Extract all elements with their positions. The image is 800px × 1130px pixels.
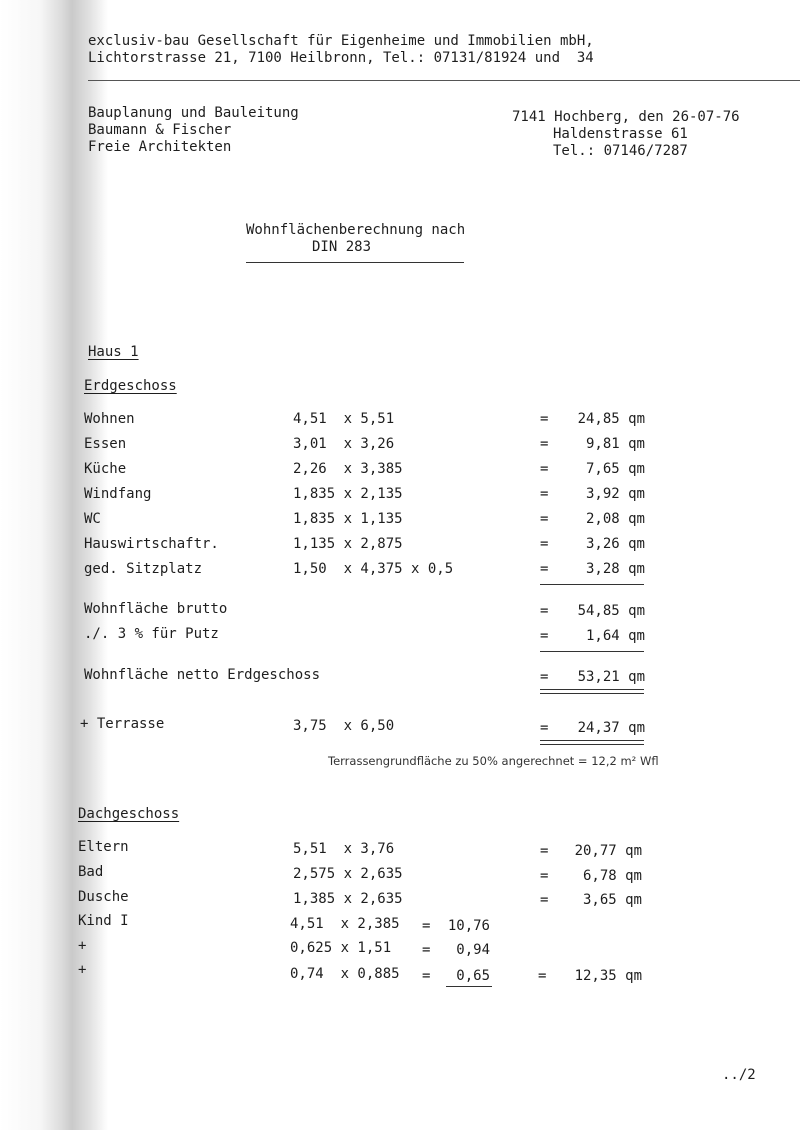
terrace-value: 24,37 qm [577,720,645,736]
room-name: ged. Sitzplatz [84,561,203,577]
room-area: 12,35 qm [574,968,642,984]
room-calc: 4,51 x 5,51 [293,411,395,427]
room-area: 3,65 qm [582,892,642,908]
equals-sign: = [540,603,549,619]
sum-rule [540,651,644,652]
terrace-note: Terrassengrundfläche zu 50% angerechnet = 12,2 m² Wfl [328,754,659,768]
plaster-deduction-value: 1,64 qm [585,628,645,644]
letterhead-rule [88,80,800,81]
room-area: 7,65 qm [585,461,645,477]
room-area: 24,85 qm [577,411,645,427]
room-calc: 2,26 x 3,385 [293,461,403,477]
subtotal-rule [446,986,492,987]
room-calc: 1,835 x 1,135 [293,511,403,527]
room-name: Windfang [84,486,152,502]
room-area: 9,81 qm [585,436,645,452]
double-rule-bottom [540,693,644,694]
room-calc: 0,625 x 1,51 [290,940,392,956]
letterhead-line1: exclusiv-bau Gesellschaft für Eigenheime und Immobilien mbH, [88,33,594,49]
room-name: Dusche [78,889,129,905]
gross-area-label: Wohnfläche brutto [84,601,228,617]
equals-sign: = [540,868,549,884]
page-continuation-marker: ../2 [722,1067,756,1083]
room-name: Eltern [78,839,129,855]
equals-sign: = [538,968,547,984]
equals-sign: = [540,720,549,736]
room-area: 3,92 qm [585,486,645,502]
plus-sign: + [78,938,87,954]
subtotal-value: 0,65 [456,968,490,984]
equals-sign: = [540,669,549,685]
equals-sign: = [540,461,549,477]
room-calc: 5,51 x 3,76 [293,841,395,857]
sender-line2: Baumann & Fischer [88,122,232,138]
title-underline [246,262,464,263]
room-name: Essen [84,436,127,452]
equals-sign: = [540,561,549,577]
street-address: Haldenstrasse 61 [553,126,688,142]
net-area-label: Wohnfläche netto Erdgeschoss [84,667,321,683]
subtotal-value: 10,76 [447,918,490,934]
room-name: Kind I [78,913,129,929]
subtotal-value: 0,94 [456,942,490,958]
room-calc: 0,74 x 0,885 [290,966,400,982]
equals-sign: = [540,628,549,644]
equals-sign: = [422,942,431,958]
room-calc: 2,575 x 2,635 [293,866,403,882]
double-rule-bottom [540,744,644,745]
plaster-deduction-label: ./. 3 % für Putz [84,626,219,642]
equals-sign: = [422,968,431,984]
equals-sign: = [540,436,549,452]
sum-rule [540,584,644,585]
equals-sign: = [540,411,549,427]
equals-sign: = [540,892,549,908]
attic-heading: Dachgeschoss [78,806,180,822]
room-area: 6,78 qm [582,868,642,884]
letterhead-line2: Lichtorstrasse 21, 7100 Heilbronn, Tel.: 07131/81924 und 34 [88,50,594,66]
room-area: 2,08 qm [585,511,645,527]
room-area: 3,26 qm [585,536,645,552]
room-calc: 1,385 x 2,635 [293,891,403,907]
room-calc: 1,50 x 4,375 x 0,5 [293,561,454,577]
gross-area-value: 54,85 qm [577,603,645,619]
room-calc: 1,835 x 2,135 [293,486,403,502]
room-calc: 3,01 x 3,26 [293,436,395,452]
phone-number: Tel.: 07146/7287 [553,143,688,159]
room-name: Küche [84,461,127,477]
double-rule-top [540,689,644,690]
room-name: Bad [78,864,104,880]
net-area-value: 53,21 qm [577,669,645,685]
ground-floor-heading: Erdgeschoss [84,378,177,394]
equals-sign: = [540,843,549,859]
terrace-label: + Terrasse [80,716,165,732]
equals-sign: = [540,486,549,502]
room-area: 20,77 qm [574,843,642,859]
room-calc: 1,135 x 2,875 [293,536,403,552]
sender-line1: Bauplanung und Bauleitung [88,105,299,121]
terrace-calc: 3,75 x 6,50 [293,718,395,734]
room-name: Wohnen [84,411,135,427]
room-calc: 4,51 x 2,385 [290,916,400,932]
plus-sign: + [78,962,87,978]
double-rule-top [540,740,644,741]
house-heading: Haus 1 [88,344,139,360]
document-subtitle: DIN 283 [312,239,372,255]
document-title: Wohnflächenberechnung nach [246,222,466,238]
room-name: WC [84,511,101,527]
room-name: Hauswirtschaftr. [84,536,219,552]
place-date: 7141 Hochberg, den 26-07-76 [512,109,740,125]
equals-sign: = [540,536,549,552]
equals-sign: = [422,918,431,934]
room-area: 3,28 qm [585,561,645,577]
equals-sign: = [540,511,549,527]
sender-line3: Freie Architekten [88,139,232,155]
